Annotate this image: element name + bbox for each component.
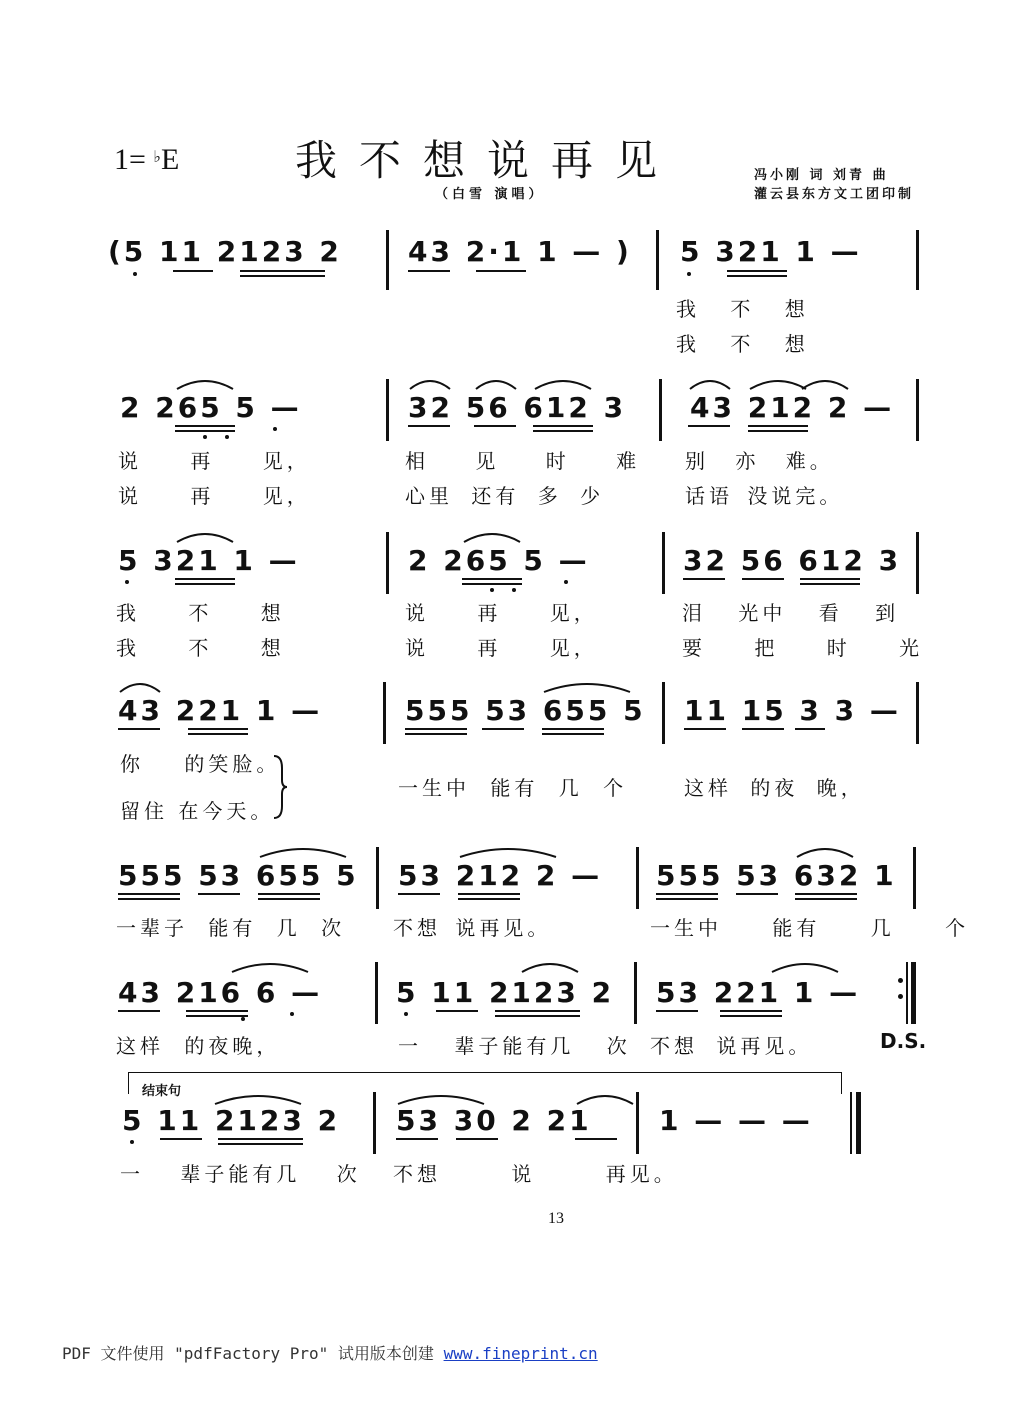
underline (175, 425, 235, 427)
low-octave-dot (404, 1012, 408, 1016)
measure-3: 11 15 3 3 — (684, 694, 901, 727)
underline (795, 728, 825, 730)
measure-3: 5 321 1 — (680, 235, 862, 268)
barline (375, 962, 378, 1024)
underline (727, 270, 787, 272)
underline (727, 275, 787, 277)
barline (634, 962, 637, 1024)
key-signature: 1= ♭E (114, 143, 180, 176)
lyrics-verse-2: 说 再 见， (405, 636, 598, 660)
underline (688, 425, 730, 427)
barline (386, 379, 389, 441)
underline (533, 430, 593, 432)
lyrics-verse-2: 话语 没说完。 (685, 484, 844, 508)
tie (770, 960, 840, 974)
footer-text: PDF 文件使用 "pdfFactory Pro" 试用版本创建 (62, 1344, 444, 1363)
slur (175, 377, 235, 391)
underline (474, 425, 516, 427)
slur (688, 377, 732, 391)
low-octave-dot (687, 272, 691, 276)
lyrics-verse-1: 别 亦 难。 (685, 449, 834, 473)
barline (659, 379, 662, 441)
underline (258, 898, 320, 900)
barline (636, 847, 639, 909)
lyrics-shared: 不想 说再见。 (393, 916, 552, 940)
measure-3: 32 56 612 3 (683, 544, 902, 577)
low-octave-dot (290, 1012, 294, 1016)
song-title: 我不想说再见 (295, 136, 680, 185)
underline (736, 893, 778, 895)
slur (175, 530, 235, 544)
underline (656, 898, 718, 900)
barline (916, 379, 919, 441)
underline (748, 425, 808, 427)
tie (230, 960, 310, 974)
underline (175, 583, 235, 585)
low-octave-dot (133, 272, 137, 276)
lyrics-verse-1: 说 再 见， (405, 601, 598, 625)
slur (520, 960, 580, 974)
lyrics-verse-2: 说 再 见， (118, 484, 311, 508)
lyrics-shared: 不想 说 再见。 (393, 1162, 678, 1186)
lyrics-verse-2: 心里 还有 多 少 (405, 484, 605, 508)
underline (458, 898, 520, 900)
lyrics-verse-1: 你 的笑脸。 (120, 752, 281, 776)
underline (118, 898, 180, 900)
tie (800, 377, 850, 391)
barline (636, 1092, 639, 1154)
tie (458, 845, 558, 859)
measure-1: 43 221 1 — (118, 694, 323, 727)
slur (533, 377, 593, 391)
underline (408, 425, 450, 427)
underline (795, 893, 857, 895)
underline (656, 1010, 698, 1012)
barline (662, 532, 665, 594)
underline (542, 728, 604, 730)
underline (495, 1010, 580, 1012)
underline (240, 270, 325, 272)
measure-1: 555 53 655 5 (118, 859, 359, 892)
lyrics-verse-1: 说 再 见， (118, 449, 311, 473)
final-barline-thick (856, 1092, 861, 1154)
lyrics-verse-2: 我 不 想 (676, 332, 809, 356)
underline (575, 1138, 617, 1140)
underline (683, 578, 725, 580)
slur (258, 845, 348, 859)
underline (188, 728, 248, 730)
underline (173, 270, 213, 272)
barline (916, 230, 919, 290)
lyrics-verse-2: 留住 在今天。 (120, 799, 275, 823)
lyrics-verse-2: 我 不 想 (116, 636, 285, 660)
underline (742, 728, 784, 730)
measure-1: (5 11 2123 2 (108, 235, 342, 268)
measure-2: 32 56 612 3 (408, 391, 627, 424)
measure-1: 5 11 2123 2 (122, 1104, 341, 1137)
barline (662, 682, 665, 744)
lyrics-shared: 一生中 能有 几 个 (650, 916, 970, 940)
ending-bracket (128, 1072, 841, 1074)
underline (458, 893, 520, 895)
final-barline-thin (850, 1092, 852, 1154)
barline (376, 847, 379, 909)
underline (482, 728, 524, 730)
measure-1: 43 216 6 — (118, 976, 323, 1009)
slur (795, 845, 855, 859)
underline (462, 583, 522, 585)
barline (373, 1092, 376, 1154)
low-octave-dot (130, 1140, 134, 1144)
underline (188, 733, 248, 735)
slur (462, 530, 522, 544)
underline (436, 1010, 478, 1012)
ending-bracket-left (128, 1072, 130, 1094)
measure-1: 5 321 1 — (118, 544, 300, 577)
underline (218, 1138, 303, 1140)
underline (118, 728, 160, 730)
underline (405, 728, 467, 730)
barline (383, 682, 386, 744)
underline (175, 578, 235, 580)
lyrics-verse-1: 我 不 想 (676, 297, 809, 321)
underline (800, 578, 860, 580)
underline (175, 430, 235, 432)
credits-printer: 灌云县东方文工团印制 (754, 187, 915, 202)
brace (272, 754, 288, 820)
footer-link[interactable]: www.fineprint.cn (443, 1344, 598, 1363)
underline (218, 1143, 303, 1145)
underline (720, 1015, 782, 1017)
underline (396, 1138, 438, 1140)
lyrics-shared: 一 辈子能有几 次 (120, 1162, 361, 1186)
measure-2: 53 30 2 21 (396, 1104, 592, 1137)
lyrics-shared: 这样 的夜晚， (116, 1034, 281, 1058)
underline (720, 1010, 782, 1012)
measure-2: 43 2·1 1 — ) (408, 235, 632, 268)
credits-composer: 冯小刚 词 刘青 曲 (754, 168, 889, 183)
measure-2: 555 53 655 5 (405, 694, 646, 727)
underline (118, 1010, 160, 1012)
slur (748, 377, 808, 391)
barline (656, 230, 659, 290)
low-octave-dot (512, 588, 516, 592)
dal-segno: D.S. (880, 1029, 927, 1053)
slur (542, 680, 632, 694)
lyrics-verse-2: 要 把 时 光 (682, 636, 924, 660)
credits (754, 166, 914, 204)
measure-3: 43 212 2 — (690, 391, 895, 424)
underline (160, 1138, 202, 1140)
low-octave-dot (273, 427, 277, 431)
slur (118, 680, 162, 694)
lyrics-verse-1: 相 见 时 难 (405, 449, 641, 473)
measure-3: 1 — — — (659, 1104, 813, 1137)
underline (408, 270, 450, 272)
barline (386, 230, 389, 290)
low-octave-dot (125, 580, 129, 584)
underline (495, 1015, 580, 1017)
page-number: 13 (548, 1210, 564, 1227)
pdf-footer (62, 1341, 598, 1364)
underline (240, 275, 325, 277)
measure-2: 53 212 2 — (398, 859, 603, 892)
lyrics-shared: 这样 的夜 晚， (684, 776, 865, 800)
measure-3: 555 53 632 1 (656, 859, 897, 892)
underline (533, 425, 593, 427)
underline (800, 583, 860, 585)
barline (386, 532, 389, 594)
singer: （白雪 演唱） (435, 187, 546, 202)
underline (456, 1138, 498, 1140)
underline (748, 430, 808, 432)
slur (408, 377, 452, 391)
lyrics-shared: 一 辈子能有几 次 (398, 1034, 631, 1058)
repeat-dot (898, 978, 903, 983)
underline (684, 728, 726, 730)
repeat-dot (898, 994, 903, 999)
underline (186, 1010, 248, 1012)
measure-2: 2 265 5 — (408, 544, 590, 577)
repeat-barline-thick (911, 962, 916, 1024)
underline (542, 733, 604, 735)
underline (258, 893, 320, 895)
ending-bracket-right (841, 1072, 843, 1094)
barline (916, 682, 919, 744)
lyrics-shared: 不想 说再见。 (650, 1034, 813, 1058)
lyrics-verse-1: 泪 光中 看 到 (682, 601, 900, 625)
low-octave-dot (564, 580, 568, 584)
barline (913, 847, 916, 909)
underline (476, 270, 526, 272)
underline (186, 1015, 248, 1017)
lyrics-shared: 一辈子 能有 几 次 (116, 916, 346, 940)
measure-3: 53 221 1 — (656, 976, 861, 1009)
measure-1: 2 265 5 — (120, 391, 302, 424)
low-octave-dot (225, 435, 229, 439)
underline (742, 578, 784, 580)
low-octave-dot (203, 435, 207, 439)
slur (474, 377, 518, 391)
underline (656, 893, 718, 895)
underline (405, 733, 467, 735)
underline (198, 893, 240, 895)
underline (462, 578, 522, 580)
measure-2: 5 11 2123 2 (396, 976, 615, 1009)
underline (795, 898, 857, 900)
lyrics-verse-1: 我 不 想 (116, 601, 285, 625)
low-octave-dot (241, 1017, 245, 1021)
underline (398, 893, 440, 895)
barline (916, 532, 919, 594)
lyrics-shared: 一生中 能有 几 个 (398, 776, 628, 800)
low-octave-dot (490, 588, 494, 592)
underline (118, 893, 180, 895)
repeat-barline-thin (906, 962, 908, 1024)
ending-label: 结束句 (142, 1084, 182, 1099)
